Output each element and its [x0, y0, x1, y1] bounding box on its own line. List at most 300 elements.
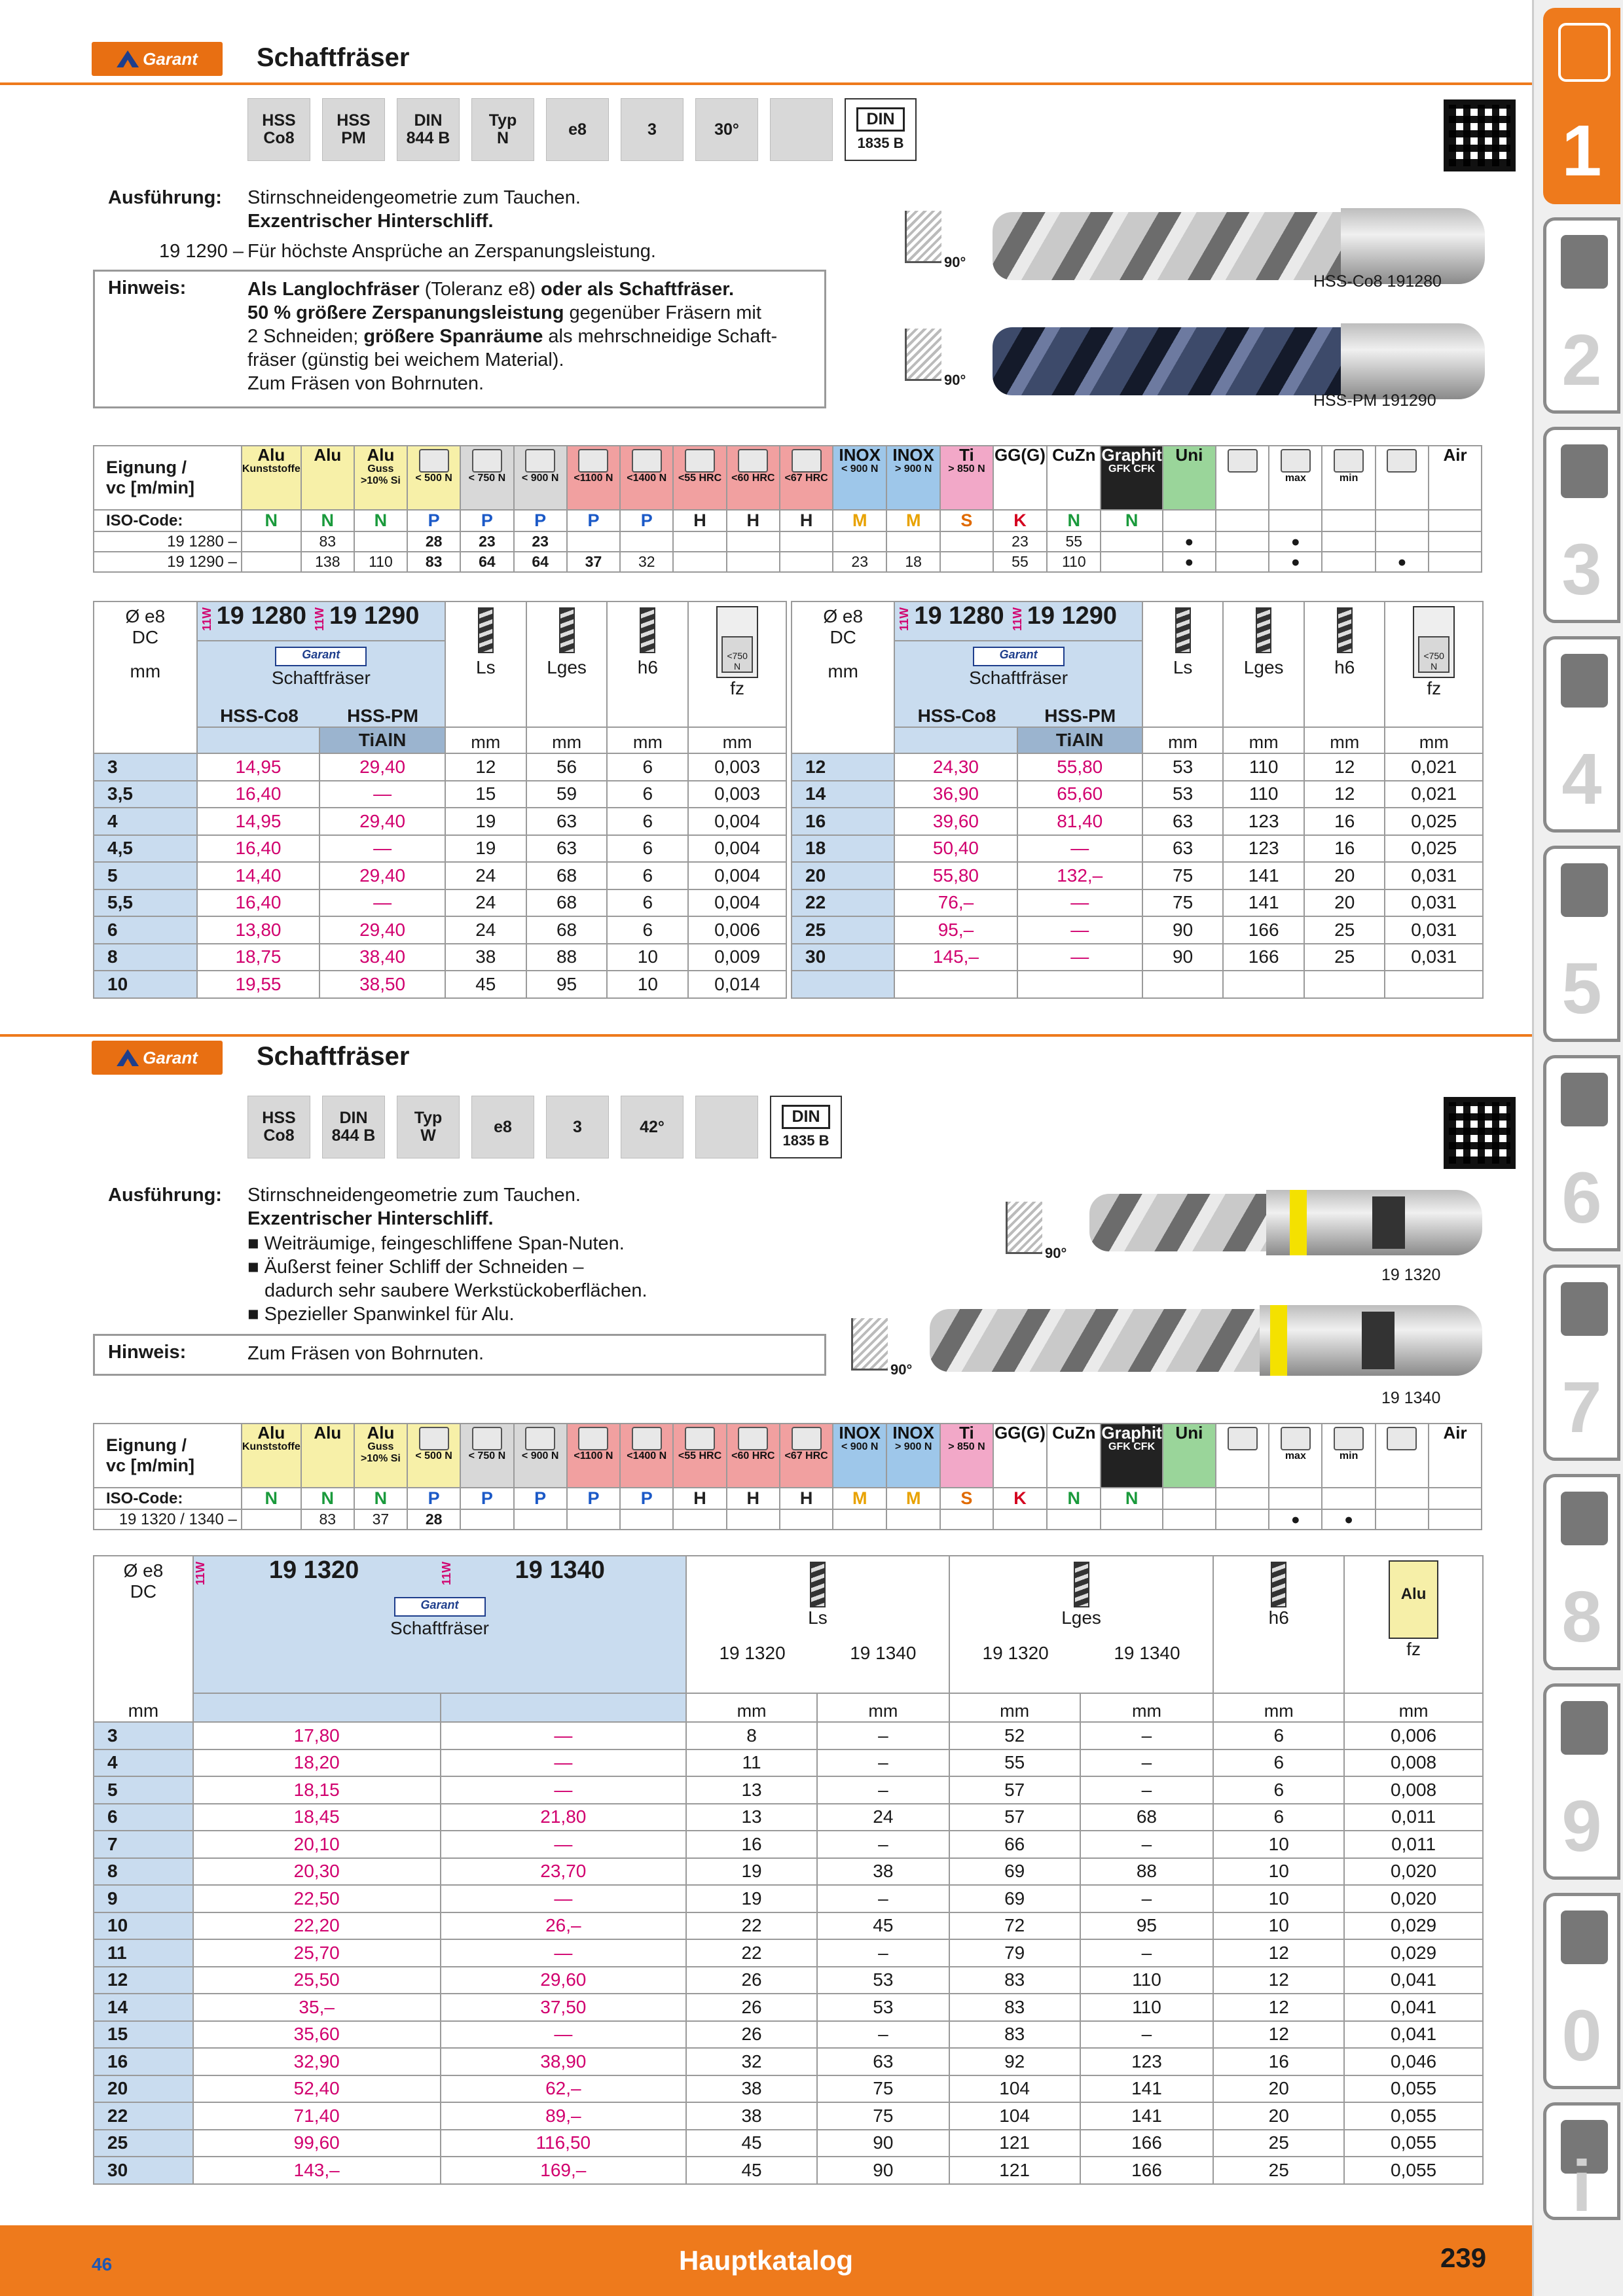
dimension-value: 12: [1213, 2021, 1344, 2049]
dimension-value: 110: [1223, 781, 1304, 808]
garant-small-logo: [394, 1597, 486, 1617]
material-col-17: [1163, 1424, 1216, 1488]
dimension-value: 75: [1142, 862, 1224, 889]
chapter-number: 3: [1561, 529, 1602, 610]
dimension-value: 110: [1080, 1994, 1214, 2021]
chapter-tab-8[interactable]: [1543, 1474, 1620, 1670]
table-row: [94, 1994, 1483, 2021]
badge-line-2: W: [420, 1126, 436, 1145]
dimension-value: 45: [445, 971, 526, 998]
vc-value: [460, 1509, 513, 1530]
material-col-21: [1376, 446, 1429, 510]
w11-mark: 11W: [898, 607, 911, 631]
ausfuehrung-label: Ausführung:: [108, 187, 222, 208]
product-type: Schaftfräser: [390, 1617, 489, 1638]
dimension-value: 45: [817, 1912, 949, 1940]
table-row: [792, 835, 1483, 863]
iso-code: H: [780, 1488, 833, 1509]
dimension-value: 0,020: [1344, 1885, 1483, 1912]
chapter-tab-0[interactable]: [1543, 1893, 1620, 2089]
unit-mm: mm: [128, 1700, 159, 1721]
price-value: 65,60: [1017, 781, 1142, 808]
diameter-label: Ø e8: [123, 1560, 164, 1581]
dimension-value: 12: [445, 753, 526, 781]
unit-mm: mm: [688, 727, 786, 753]
material-icon: [632, 449, 662, 473]
price-value: 55,80: [894, 862, 1017, 889]
dimension-value: 166: [1223, 944, 1304, 971]
iso-code: H: [673, 1488, 726, 1509]
eignung-title: [94, 1424, 242, 1488]
badge-7: [770, 98, 833, 161]
dim-label: Lges: [547, 657, 587, 677]
chapter-tab-2[interactable]: [1543, 217, 1620, 414]
material-sub: <55 HRC: [678, 473, 722, 484]
dimension-value: 0,008: [1344, 1749, 1483, 1777]
dimension-value: 53: [1142, 781, 1224, 808]
table-row: [94, 2130, 1483, 2157]
material-sub: Guss >10% Si: [360, 463, 401, 486]
price-value: 71,40: [193, 2102, 441, 2130]
unit-mm: mm: [1213, 1693, 1344, 1722]
badge-line-2: N: [496, 129, 509, 147]
section-divider: [0, 82, 1532, 85]
price-value: 35,60: [193, 2021, 441, 2049]
material-col-8: [673, 446, 726, 510]
table-row: [792, 862, 1483, 889]
dim-header-ls: [1142, 601, 1224, 727]
dimension-value: 88: [1080, 1858, 1214, 1886]
dimension-value: 57: [949, 1804, 1080, 1831]
insert-icon: [1558, 232, 1611, 291]
dimension-value: 20: [1304, 889, 1385, 917]
material-co8: HSS-Co8: [917, 706, 996, 726]
iso-code: [1216, 510, 1269, 531]
vc-value: 83: [301, 1509, 354, 1530]
feed-icon: [716, 606, 758, 678]
iso-code: S: [940, 510, 993, 531]
chapter-tab-4[interactable]: [1543, 636, 1620, 833]
material-col-2: [354, 446, 407, 510]
eignung-title: [94, 446, 242, 510]
material-sub: <60 HRC: [731, 1450, 775, 1462]
dimension-value: 0,046: [1344, 2048, 1483, 2075]
dimension-value: 0,025: [1385, 835, 1483, 863]
drill-icon: [1558, 23, 1611, 82]
material-sub: GFK CFK: [1108, 1441, 1156, 1452]
iso-code: P: [460, 1488, 513, 1509]
dimension-value: 110: [1080, 1967, 1214, 1994]
material-header: [568, 446, 619, 484]
material-col-3: [407, 446, 460, 510]
vc-value: ●: [1163, 531, 1216, 552]
dimension-value: 55: [949, 1749, 1080, 1777]
material-col-12: [886, 446, 940, 510]
material-icon: [419, 1427, 449, 1450]
dimension-value: 19: [686, 1858, 817, 1886]
pliers-icon: [1558, 1280, 1611, 1338]
price-value: 89,–: [441, 2102, 687, 2130]
page-number-left: 46: [92, 2254, 113, 2274]
material-co8: HSS-Co8: [220, 706, 299, 726]
chapter-tab-i[interactable]: [1543, 2102, 1620, 2227]
vc-value: [1322, 531, 1375, 552]
dimension-value: 141: [1223, 862, 1304, 889]
dimension-value: 0,011: [1344, 1804, 1483, 1831]
material-icon: [1387, 1427, 1417, 1450]
dimension-value: 69: [949, 1858, 1080, 1886]
dimension-value: 6: [607, 808, 688, 835]
dimension-value: [1223, 971, 1304, 998]
price-value: 50,40: [894, 835, 1017, 863]
vc-value: [620, 531, 673, 552]
price-value: 95,–: [894, 916, 1017, 944]
dimension-value: 0,004: [688, 862, 786, 889]
iso-code: N: [1047, 1488, 1101, 1509]
vc-value: [1322, 552, 1375, 572]
vc-value: [1216, 531, 1269, 552]
diameter-value: 9: [94, 1885, 193, 1912]
price-value: 18,15: [193, 1776, 441, 1804]
qr-code[interactable]: [1444, 99, 1516, 171]
hinweis-line-1: Als Langlochfräser (Toleranz e8) oder als Schaftfräser.: [247, 279, 735, 300]
price-value: 13,80: [197, 916, 320, 944]
hinweis-line-4: fräser (günstig bei weichem Material).: [247, 350, 564, 370]
dimension-value: 0,003: [688, 781, 786, 808]
material-name: INOX: [839, 1423, 881, 1443]
material-header: [461, 1424, 513, 1462]
dimension-value: 32: [686, 2048, 817, 2075]
table-row: [792, 889, 1483, 917]
iso-code: [1163, 510, 1216, 531]
price-value: 23,70: [441, 1858, 687, 1886]
table-row: [94, 971, 786, 998]
dimension-value: 68: [526, 889, 608, 917]
chapter-number: 0: [1561, 1996, 1602, 2076]
material-icon: [419, 449, 449, 473]
price-value: 99,60: [193, 2130, 441, 2157]
vc-value: 64: [514, 552, 567, 572]
table-row: [94, 1939, 1483, 1967]
dimension-value: 10: [1213, 1912, 1344, 1940]
price-value: 18,45: [193, 1804, 441, 1831]
h6-header: [1213, 1556, 1344, 1693]
feed-icon: [1413, 606, 1455, 678]
chapter-tab-6[interactable]: [1543, 1055, 1620, 1251]
vc-value: [1429, 531, 1482, 552]
diameter-value: [792, 971, 894, 998]
article-numbers: [194, 1556, 685, 1585]
garant-small-logo: [973, 647, 1065, 666]
vc-value: 83: [301, 531, 354, 552]
article-label: 19 1280 –: [94, 531, 242, 552]
size-table-1-left: [93, 601, 787, 999]
chapter-tab-1[interactable]: [1543, 8, 1620, 204]
iso-code: N: [1047, 510, 1101, 531]
chapter-number: 2: [1561, 320, 1602, 401]
material-header: [1101, 446, 1161, 475]
product-subheader: [894, 641, 1142, 727]
dimension-value: 0,029: [1344, 1912, 1483, 1940]
badge-line-1: DIN: [414, 111, 443, 130]
price-value: 29,40: [319, 808, 445, 835]
material-col-17: [1163, 446, 1216, 510]
material-header: [515, 1424, 566, 1462]
material-icon: [1334, 449, 1364, 473]
tool-caption: HSS-PM 191290: [1313, 391, 1436, 410]
material-pm: HSS-PM: [347, 706, 419, 726]
diameter-value: 30: [792, 944, 894, 971]
material-col-22: [1429, 1424, 1482, 1488]
material-header: [621, 1424, 672, 1462]
dimension-value: 19: [686, 1885, 817, 1912]
badge-line-2: PM: [341, 129, 366, 147]
material-sub: > 900 N: [894, 1441, 932, 1452]
material-sub: <60 HRC: [731, 473, 775, 484]
dimension-value: 0,021: [1385, 781, 1483, 808]
price-value: 22,20: [193, 1912, 441, 1940]
dimension-value: 72: [949, 1912, 1080, 1940]
iso-code: H: [727, 510, 780, 531]
dimension-value: 53: [1142, 753, 1224, 781]
material-names: [895, 706, 1142, 726]
dimension-value: 0,041: [1344, 2021, 1483, 2049]
material-sub: <67 HRC: [784, 1450, 828, 1462]
material-header: [515, 446, 566, 484]
material-icon: [1387, 449, 1417, 473]
diameter-value: 22: [792, 889, 894, 917]
ausfuehrung-text-5: dadurch sehr saubere Werkstückoberflächen.: [264, 1280, 647, 1301]
vc-value: 18: [886, 552, 940, 572]
dim-header-lges: [1223, 601, 1304, 727]
iso-code: P: [567, 1488, 620, 1509]
material-header: [727, 1424, 779, 1462]
badge-line-1: e8: [568, 120, 587, 139]
vc-value: ●: [1163, 552, 1216, 572]
material-col-0: [242, 446, 301, 510]
vc-value: ●: [1269, 531, 1322, 552]
dimension-value: 11: [686, 1749, 817, 1777]
diameter-label: Ø e8: [823, 606, 864, 626]
material-sub: < 900 N: [841, 1441, 879, 1452]
feed-limit: <750 N: [721, 636, 753, 673]
material-sub: <1400 N: [627, 473, 667, 484]
material-name: Graphit: [1101, 445, 1162, 465]
coating-tialn: TiAlN: [319, 727, 445, 753]
material-col-4: [460, 446, 513, 510]
tool-dimension-icon: [478, 607, 494, 653]
material-col-18: [1216, 446, 1269, 510]
material-col-19: [1269, 446, 1322, 510]
dimension-value: 0,004: [688, 835, 786, 863]
dimension-value: 104: [949, 2075, 1080, 2103]
badge-2: [397, 1096, 460, 1158]
brand-name: Garant: [302, 648, 340, 661]
material-col-13: [940, 446, 993, 510]
alu-icon: [1389, 1560, 1438, 1639]
chapter-tab-3[interactable]: [1543, 427, 1620, 623]
dimension-value: 123: [1223, 835, 1304, 863]
ausfuehrung-text-1: Stirnschneidengeometrie zum Tauchen.: [247, 1185, 581, 1206]
iso-code: [1216, 1488, 1269, 1509]
material-col-11: [833, 1424, 886, 1488]
garant-small-logo: [275, 647, 367, 666]
material-header: [242, 1424, 301, 1453]
w11-mark: 11W: [193, 1561, 207, 1585]
dimension-value: 25: [1304, 944, 1385, 971]
badge-din-number: 1835 B: [782, 1132, 830, 1149]
material-name: Alu: [367, 445, 395, 465]
material-icon: [792, 449, 822, 473]
dimension-value: 16: [1304, 808, 1385, 835]
dimension-value: 66: [949, 1831, 1080, 1858]
product-type: Schaftfräser: [969, 668, 1068, 688]
ausfuehrung-label: Ausführung:: [108, 1185, 222, 1206]
material-icon: [738, 1427, 768, 1450]
dimension-value: 83: [949, 1994, 1080, 2021]
dimension-value: –: [1080, 1749, 1214, 1777]
coating-tialn: TiAlN: [1017, 727, 1142, 753]
price-value: 14,40: [197, 862, 320, 889]
vc-value: 32: [620, 552, 673, 572]
badge-line-1: Typ: [414, 1109, 443, 1127]
dimension-value: 141: [1223, 889, 1304, 917]
page-number-right: 239: [1440, 2242, 1487, 2273]
vc-value: [1429, 1509, 1482, 1530]
vc-value: 138: [301, 552, 354, 572]
vc-value: [1101, 1509, 1162, 1530]
badge-din-number: 1835 B: [857, 135, 904, 151]
dim-label: Ls: [476, 657, 496, 677]
unit-mm: mm: [828, 661, 858, 681]
dimension-value: 90: [1142, 944, 1224, 971]
material-header: [941, 1424, 992, 1453]
price-value: —: [319, 835, 445, 863]
sub-article-labels: [950, 1643, 1213, 1664]
material-name: Air: [1443, 445, 1467, 465]
material-header: [780, 446, 832, 484]
dimension-value: 123: [1080, 2048, 1214, 2075]
vc-value: [727, 552, 780, 572]
iso-code-row: [94, 1488, 1482, 1509]
material-icon: [1334, 1427, 1364, 1450]
material-col-5: [514, 1424, 567, 1488]
price-value: 16,40: [197, 889, 320, 917]
dimension-value: 121: [949, 2130, 1080, 2157]
vc-value: [1163, 1509, 1216, 1530]
iso-code: K: [993, 1488, 1048, 1509]
dim-label: h6: [637, 657, 658, 677]
material-col-19: [1269, 1424, 1322, 1488]
fz-label: fz: [1427, 678, 1442, 698]
material-sub: <55 HRC: [678, 1450, 722, 1462]
qr-code[interactable]: [1444, 1097, 1516, 1169]
price-value: —: [441, 1939, 687, 1967]
article-number: 19 1290: [1027, 602, 1118, 630]
iso-code: H: [727, 1488, 780, 1509]
material-col-20: [1322, 446, 1375, 510]
iso-code: N: [354, 510, 407, 531]
material-name: CuZn: [1052, 1423, 1096, 1443]
dimension-value: 0,055: [1344, 2102, 1483, 2130]
iso-code: P: [567, 510, 620, 531]
diameter-value: 7: [94, 1831, 193, 1858]
dimension-value: –: [817, 1831, 949, 1858]
chapter-tab-9[interactable]: [1543, 1683, 1620, 1880]
vc-value: 23: [833, 552, 886, 572]
material-icon: [525, 1427, 555, 1450]
material-icon: [1281, 1427, 1311, 1450]
table-row: [792, 971, 1483, 998]
material-header: [994, 446, 1047, 463]
ls-header: [686, 1556, 949, 1693]
ausfuehrung-text-3: Für höchste Ansprüche an Zerspanungsleistung.: [247, 241, 656, 262]
eignung-data-row: [94, 531, 1482, 552]
ausfuehrung-text-3: ■ Weiträumige, feingeschliffene Span-Nuten.: [247, 1233, 625, 1254]
price-value: —: [441, 2021, 687, 2049]
diameter-value: 5: [94, 862, 197, 889]
material-header: [1216, 446, 1268, 473]
dimension-value: 0,031: [1385, 889, 1483, 917]
table-row: [94, 1885, 1483, 1912]
dimension-value: 0,009: [688, 944, 786, 971]
iso-code-label: ISO-Code:: [94, 510, 242, 531]
chapter-number: 8: [1561, 1577, 1602, 1657]
dimension-value: 90: [817, 2130, 949, 2157]
unit-row: [94, 1693, 1483, 1722]
tool-caption: 19 1340: [1381, 1389, 1441, 1407]
price-value: 132,–: [1017, 862, 1142, 889]
table-row: [94, 889, 786, 917]
iso-code: P: [620, 510, 673, 531]
unit-mm: mm: [526, 727, 608, 753]
dimension-value: 6: [607, 889, 688, 917]
dc-label: DC: [830, 627, 856, 647]
badge-4: [546, 1096, 609, 1158]
material-sub: < 500 N: [415, 473, 452, 484]
dimension-value: 68: [526, 916, 608, 944]
dimension-value: 0,031: [1385, 916, 1483, 944]
diameter-value: 4,5: [94, 835, 197, 863]
vc-value: 55: [993, 552, 1048, 572]
vc-value: [620, 1509, 673, 1530]
table-row: [792, 808, 1483, 835]
dimension-value: 75: [817, 2075, 949, 2103]
material-header: [1322, 1424, 1374, 1462]
sub-article: 19 1340: [1114, 1643, 1180, 1663]
eignung-data-row: [94, 1509, 1482, 1530]
chapter-tab-5[interactable]: [1543, 846, 1620, 1042]
chapter-number: 1: [1561, 111, 1602, 191]
price-value: —: [441, 1831, 687, 1858]
price-value: 20,10: [193, 1831, 441, 1858]
dimension-value: 63: [1142, 835, 1224, 863]
ausfuehrung-text-2: Exzentrischer Hinterschliff.: [247, 211, 494, 232]
unit-mm: mm: [686, 1693, 817, 1722]
dimension-value: 104: [949, 2102, 1080, 2130]
saw-icon: [1558, 861, 1611, 920]
unit-mm: mm: [1223, 727, 1304, 753]
dimension-value: 0,021: [1385, 753, 1483, 781]
price-value: 38,40: [319, 944, 445, 971]
dimension-value: 141: [1080, 2075, 1214, 2103]
chapter-tab-7[interactable]: [1543, 1265, 1620, 1461]
material-col-18: [1216, 1424, 1269, 1488]
vc-value: 23: [460, 531, 513, 552]
unit-mm: mm: [130, 661, 161, 681]
dimension-value: 88: [526, 944, 608, 971]
material-header: [408, 446, 460, 484]
